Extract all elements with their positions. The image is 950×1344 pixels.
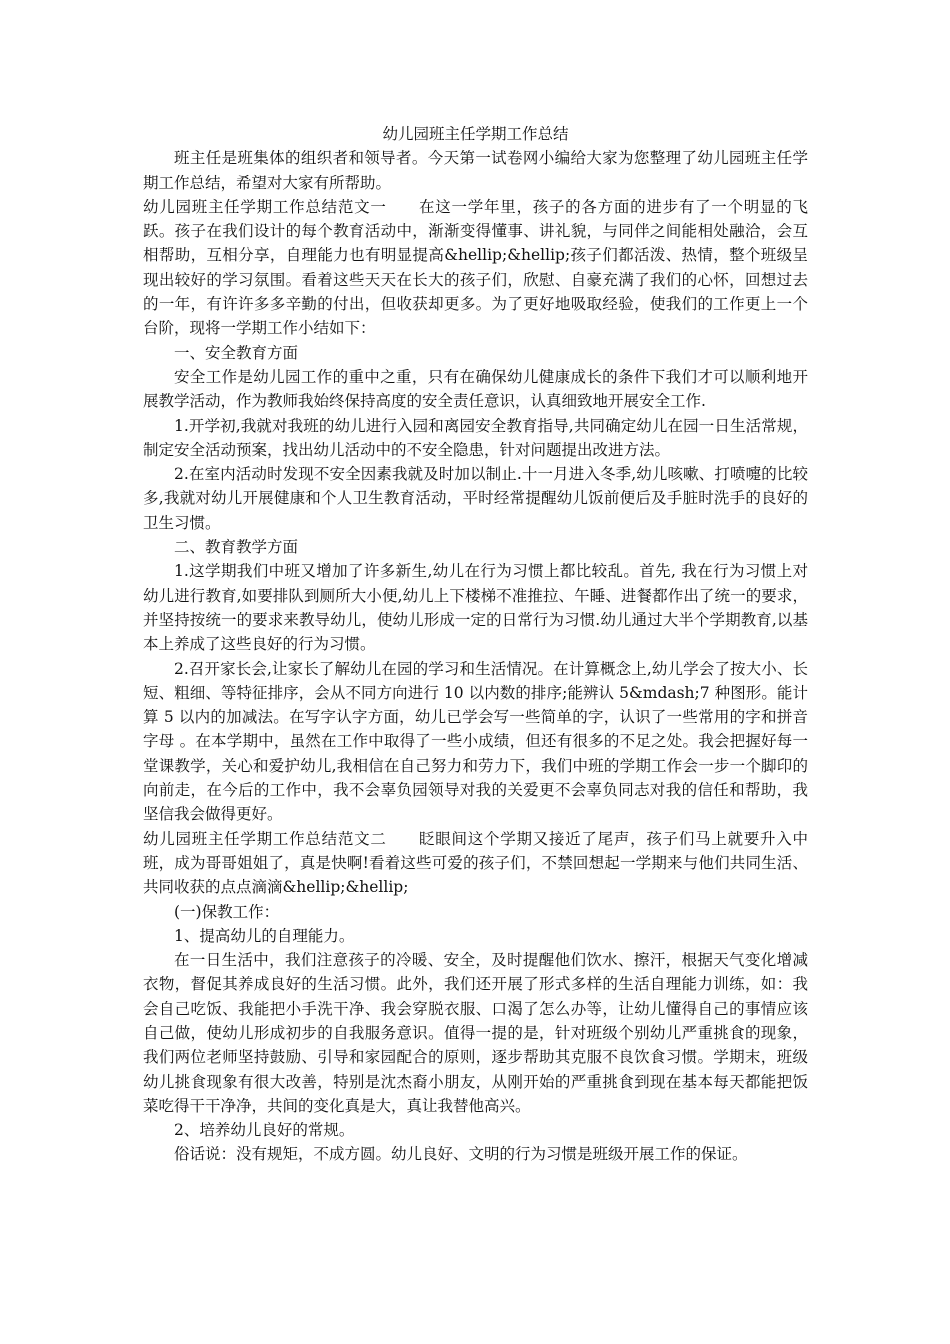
safety-paragraph: 安全工作是幼儿园工作的重中之重，只有在确保幼儿健康成长的条件下我们才可以顺利地开展教学活动，作为教师我始终保持高度的安全责任意识，认真细致地开展安全工作.: [143, 367, 808, 411]
safety-item-2: 2.在室内活动时发现不安全因素我就及时加以制止.十一月进入冬季,幼儿咳嗽、打喷嚏的比较多,我就对幼儿开展健康和个人卫生教育活动，平时经常提醒幼儿饭前便后及手脏时洗手的良好的卫生习惯。: [143, 465, 808, 532]
sample-one-paragraph: 幼儿园班主任学期工作总结范文一 在这一学年里，孩子的各方面的进步有了一个明显的飞跃。孩子在我们设计的每个教育活动中，渐渐变得懂事、讲礼貌，与同伴之间能相处融洽，会互相帮助，互相分享，自理能力也有明显提高&hellip;&hellip;孩子们都活泼、热情，整个班级呈现出较好的学习氛围。看着这些天天在长大的孩子们，欣慰、自豪充满了我们的心怀，回想过去的一年，有许许多多辛勤的付出，但收获却更多。为了更好地吸取经验，使我们的工作更上一个台阶，现将一学期工作小结如下：: [143, 197, 808, 338]
intro-paragraph: 班主任是班集体的组织者和领导者。今天第一试卷网小编给大家为您整理了幼儿园班主任学期工作总结，希望对大家有所帮助。: [143, 149, 808, 192]
subheading-self-care: 1、提高幼儿的自理能力。: [174, 926, 355, 945]
teaching-item-2: 2.召开家长会,让家长了解幼儿在园的学习和生活情况。在计算概念上,幼儿学会了按大小、长短、粗细、等特征排序，会从不同方向进行 10 以内数的排序;能辨认 5&mdash;7 种图形。能计算 5 以内的加减法。在写字认字方面，幼儿已学会写一些简单的字，认识了一些常用的字和拼音字母 。在本学期中，虽然在工作中取得了一些小成绩，但还有很多的不足之处。我会把握好每一堂课教学，关心和爱护幼儿,我相信在自己努力和劳力下，我们中班的学期工作会一步一个脚印的向前走，在今后的工作中，我不会辜负园领导对我的关爱更不会辜负同志对我的信任和帮助，我坚信我会做得更好。: [143, 659, 808, 824]
teaching-item-1: 1.这学期我们中班又增加了许多新生,幼儿在行为习惯上都比较乱。首先, 我在行为习惯上对幼儿进行教育,如要排队到厕所大小便,幼儿上下楼梯不准推拉、午睡、进餐都作出了统一的要求，并坚持按统一的要求来教导幼儿，使幼儿形成一定的日常行为习惯.幼儿通过大半个学期教育,以基本上养成了这些良好的行为习惯。: [143, 562, 808, 654]
section-heading-safety: 一、安全教育方面: [174, 343, 299, 362]
sample-two-paragraph: 幼儿园班主任学期工作总结范文二 眨眼间这个学期又接近了尾声，孩子们马上就要升入中班，成为哥哥姐姐了，真是快啊!看着这些可爱的孩子们，不禁回想起一学期来与他们共同生活、共同收获的点点滴滴&hellip;&hellip;: [143, 829, 808, 897]
safety-item-1: 1.开学初,我就对我班的幼儿进行入园和离园安全教育指导,共同确定幼儿在园一日生活常规，制定安全活动预案，找出幼儿活动中的不安全隐患，针对问题提出改进方法。: [143, 416, 808, 459]
section-heading-teaching: 二、教育教学方面: [174, 538, 299, 557]
section-heading-care: (一)保教工作：: [174, 902, 280, 921]
self-care-paragraph: 在一日生活中，我们注意孩子的冷暖、安全，及时提醒他们饮水、擦汗，根据天气变化增减衣物，督促其养成良好的生活习惯。此外，我们还开展了形式多样的生活自理能力训练，如：我会自己吃饭、我能把小手洗干净、我会穿脱衣服、口渴了怎么办等，让幼儿懂得自己的事情应该自己做，使幼儿形成初步的自我服务意识。值得一提的是，针对班级个别幼儿严重挑食的现象，我们两位老师坚持鼓励、引导和家园配合的原则，逐步帮助其克服不良饮食习惯。学期末，班级幼儿挑食现象有很大改善，特别是沈杰裔小朋友，从刚开始的严重挑食到现在基本每天都能把饭菜吃得干干净净，共间的变化真是大，真让我替他高兴。: [143, 951, 808, 1115]
document-title: 幼儿园班主任学期工作总结: [382, 125, 569, 143]
routine-paragraph: 俗话说：没有规矩，不成方圆。幼儿良好、文明的行为习惯是班级开展工作的保证。: [174, 1145, 748, 1164]
subheading-routine: 2、培养幼儿良好的常规。: [174, 1121, 355, 1140]
document-page: [143, 122, 808, 1167]
